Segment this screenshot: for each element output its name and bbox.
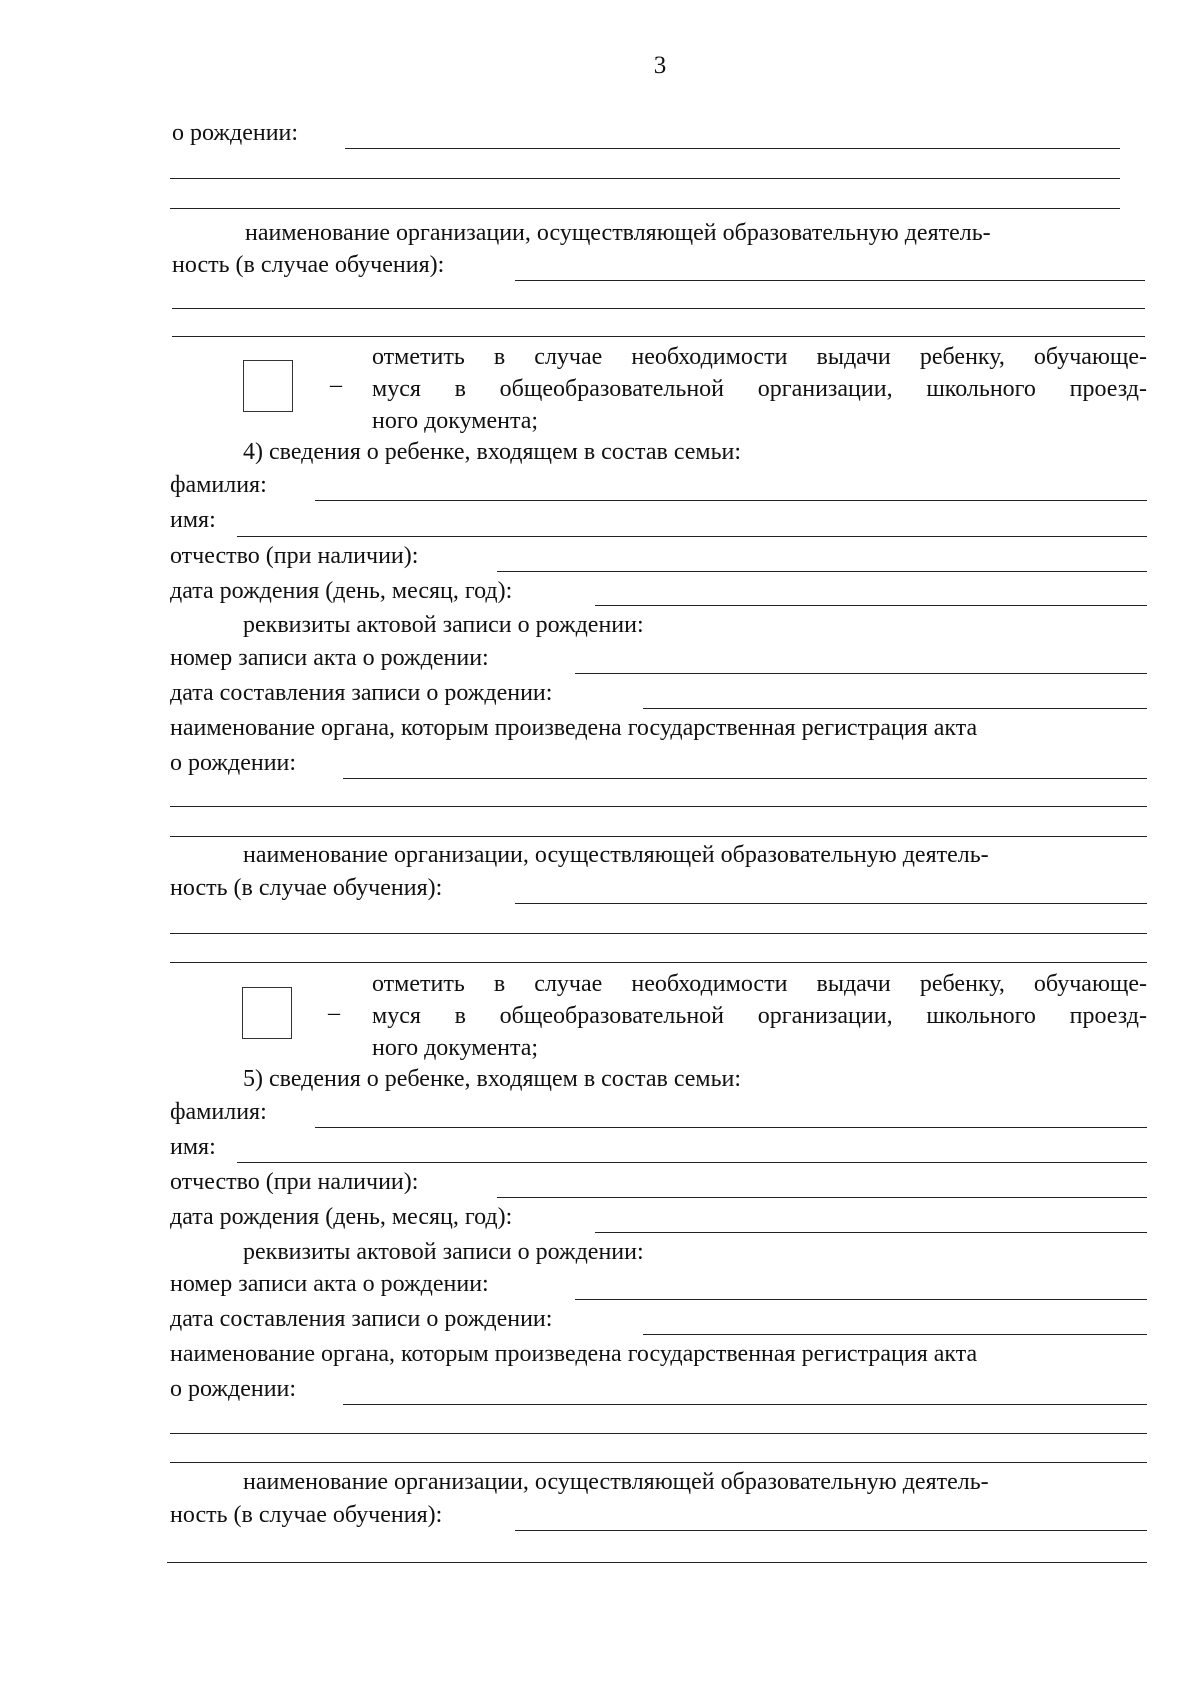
child5-authority-field-line-2[interactable]: [170, 1433, 1147, 1434]
child4-birth-date-label: дата рождения (день, месяц, год):: [170, 578, 513, 604]
child5-patronymic-field[interactable]: [497, 1197, 1147, 1198]
edu-org-label-line1: наименование организации, осуществляющей образовательную деятель-: [245, 220, 991, 246]
child5-act-date-field[interactable]: [643, 1334, 1147, 1335]
birth-authority-field-line-1[interactable]: [345, 148, 1120, 149]
child5-authority-label-line2: о рождении:: [170, 1376, 297, 1402]
child5-surname-field[interactable]: [315, 1127, 1147, 1128]
child4-mark-text-line2: муся в общеобразовательной организации, школьного проезд-: [372, 1003, 1147, 1029]
child4-edu-org-field-line-3[interactable]: [170, 962, 1147, 963]
child4-authority-field-line-2[interactable]: [170, 806, 1147, 807]
child5-act-date-label: дата составления записи о рождении:: [170, 1306, 553, 1332]
birth-authority-field-line-2[interactable]: [170, 178, 1120, 179]
edu-org-field-line-1[interactable]: [515, 280, 1145, 281]
child4-heading: 4) сведения о ребенке, входящем в состав семьи:: [243, 439, 742, 465]
child4-act-date-label: дата составления записи о рождении:: [170, 680, 553, 706]
child5-heading: 5) сведения о ребенке, входящем в состав семьи:: [243, 1066, 742, 1092]
child4-surname-field[interactable]: [315, 500, 1147, 501]
child5-surname-label: фамилия:: [170, 1099, 267, 1125]
child4-birth-date-field[interactable]: [595, 605, 1147, 606]
child5-patronymic-label: отчество (при наличии):: [170, 1169, 419, 1195]
birth-authority-label: о рождении:: [172, 120, 299, 146]
child5-authority-field-line-1[interactable]: [343, 1404, 1147, 1405]
child4-edu-org-label-line2: ность (в случае обучения):: [170, 875, 443, 901]
child5-act-number-field[interactable]: [575, 1299, 1147, 1300]
child5-authority-label-line1: наименование органа, которым произведена государственная регистрация акта: [170, 1341, 978, 1367]
child4-name-field[interactable]: [237, 536, 1147, 537]
child4-act-number-label: номер записи акта о рождении:: [170, 645, 489, 671]
child5-edu-org-field-line-1[interactable]: [515, 1530, 1147, 1531]
child5-edu-org-field-line-2[interactable]: [167, 1562, 1147, 1563]
child4-name-label: имя:: [170, 507, 216, 533]
child5-act-requisites-label: реквизиты актовой записи о рождении:: [243, 1239, 644, 1265]
child4-authority-label-line2: о рождении:: [170, 750, 297, 776]
child4-edu-org-label-line1: наименование организации, осуществляющей образовательную деятель-: [243, 842, 989, 868]
child4-mark-text-line3: ного документа;: [372, 1035, 539, 1061]
child5-name-field[interactable]: [237, 1162, 1147, 1163]
mark-text-line2: муся в общеобразовательной организации, школьного проезд-: [372, 376, 1147, 402]
child4-edu-org-field-line-1[interactable]: [515, 903, 1147, 904]
mark-dash: –: [330, 372, 342, 398]
child5-birth-date-field[interactable]: [595, 1232, 1147, 1233]
edu-org-field-line-2[interactable]: [172, 308, 1145, 309]
child4-act-number-field[interactable]: [575, 673, 1147, 674]
mark-text-line3: ного документа;: [372, 408, 539, 434]
child4-patronymic-label: отчество (при наличии):: [170, 543, 419, 569]
child4-act-date-field[interactable]: [643, 708, 1147, 709]
child4-edu-org-field-line-2[interactable]: [170, 933, 1147, 934]
child5-edu-org-label-line1: наименование организации, осуществляющей образовательную деятель-: [243, 1469, 989, 1495]
child4-authority-field-line-3[interactable]: [170, 836, 1147, 837]
child5-name-label: имя:: [170, 1134, 216, 1160]
child5-birth-date-label: дата рождения (день, месяц, год):: [170, 1204, 513, 1230]
edu-org-label-line2: ность (в случае обучения):: [172, 252, 445, 278]
child4-authority-label-line1: наименование органа, которым произведена государственная регистрация акта: [170, 715, 978, 741]
child4-patronymic-field[interactable]: [497, 571, 1147, 572]
child4-mark-dash: –: [328, 1000, 340, 1026]
child5-authority-field-line-3[interactable]: [170, 1462, 1147, 1463]
child4-authority-field-line-1[interactable]: [343, 778, 1147, 779]
child4-mark-text-line1: отметить в случае необходимости выдачи ребенку, обучающе-: [372, 971, 1147, 997]
child4-surname-label: фамилия:: [170, 472, 267, 498]
school-ticket-checkbox[interactable]: [243, 360, 293, 412]
page-number: 3: [653, 52, 667, 79]
child5-edu-org-label-line2: ность (в случае обучения):: [170, 1502, 443, 1528]
child4-school-ticket-checkbox[interactable]: [242, 987, 292, 1039]
birth-authority-field-line-3[interactable]: [170, 208, 1120, 209]
child4-act-requisites-label: реквизиты актовой записи о рождении:: [243, 612, 644, 638]
mark-text-line1: отметить в случае необходимости выдачи ребенку, обучающе-: [372, 344, 1147, 370]
edu-org-field-line-3[interactable]: [172, 336, 1145, 337]
child5-act-number-label: номер записи акта о рождении:: [170, 1271, 489, 1297]
